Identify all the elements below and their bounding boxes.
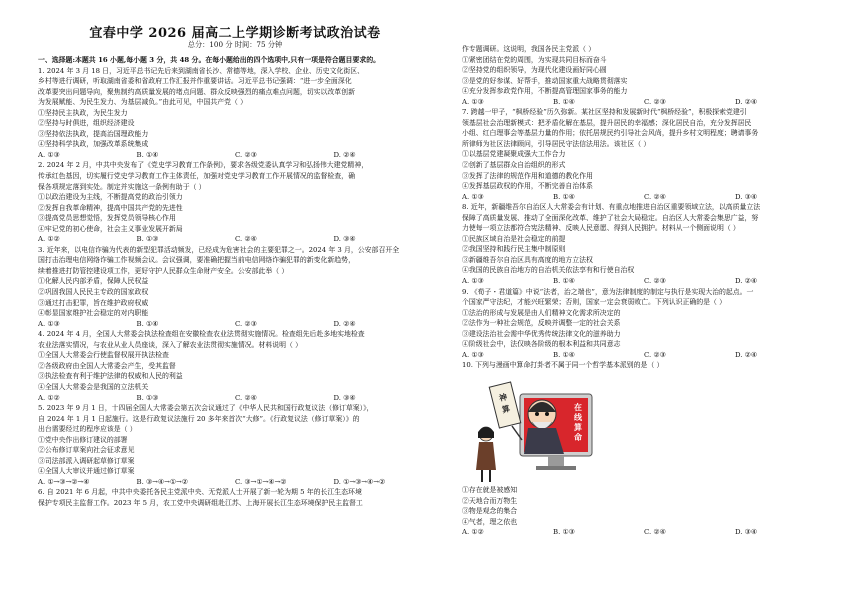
banner-char-2: 算 — [500, 403, 512, 415]
option-d[interactable]: D. ②④ — [333, 319, 356, 328]
statement: ④全国人大常委会是我国的立法机关 — [38, 382, 149, 391]
option-a[interactable]: A. ①③ — [462, 192, 484, 201]
option-b[interactable]: B. ①④ — [553, 192, 575, 201]
question-stem: 保障了高质量发展、推动了全面深化改革、维护了社会大局稳定。自治区人大常委会集思广益，努 — [462, 213, 759, 222]
option-c[interactable]: C. ②④ — [644, 528, 666, 537]
fortune-teller-eye-right — [545, 412, 549, 416]
question-8 — [462, 202, 826, 286]
question-stem: 改革要突出问题导向，聚焦制约高质量发展的堵点问题、群众反映强烈的痛点难点问题，切实以改革创新 — [38, 87, 355, 96]
option-d[interactable]: D. ②④ — [735, 350, 758, 359]
fortune-teller-cartoon — [468, 378, 602, 486]
option-b[interactable]: B. ①③ — [553, 528, 575, 537]
question-6-continued — [462, 44, 826, 107]
monitor-base — [536, 466, 576, 470]
option-c[interactable]: C. ②③ — [235, 319, 257, 328]
statement: ①党中央作出修订建议的部署 — [38, 435, 128, 444]
sign-char-2: 线 — [574, 412, 582, 422]
answer-options — [38, 234, 432, 245]
customer-hair — [478, 427, 494, 438]
statement: ④气者，理之依也 — [462, 517, 518, 526]
option-c[interactable]: C. ②③ — [235, 150, 257, 159]
statement: ④我国的民族自治地方的自治机关依法享有和行使自治权 — [462, 266, 635, 275]
question-stem: 所律师为社区法律顾问，引导居民守法信法用法。该社区（ ） — [462, 139, 651, 148]
answer-options — [462, 97, 826, 108]
statement: ④全国人大审议并通过修订草案 — [38, 467, 135, 476]
statement: ③发挥了法律的规范作用和道德的教化作用 — [462, 171, 593, 180]
question-5 — [38, 403, 432, 487]
option-a[interactable]: A. ①② — [38, 235, 60, 244]
answer-options — [462, 527, 826, 538]
option-c[interactable]: C. ③→①→④→② — [235, 477, 287, 486]
statement: ②坚持与时俱进，组织经济建设 — [38, 119, 135, 128]
question-6 — [38, 487, 432, 508]
question-stem: 保各项规定落到实处。制定并实施这一条例有助于（ ） — [38, 182, 206, 191]
statement: ④坚持科学执政，加强改革系统集成 — [38, 140, 149, 149]
question-stem: 5. 2023 年 9 月 1 日，十四届全国人大常委会第五次会议通过了《中华人民共和国行政复议法（修订草案）》， — [38, 404, 374, 413]
option-d[interactable]: D. ③④ — [735, 528, 758, 537]
statement: ①法治的形成与发展是由人们精神文化需求所决定的 — [462, 308, 621, 317]
statement: ③执法检查有利于维护法律的权威和人民的利益 — [38, 372, 183, 381]
statement: ①化解人民内部矛盾，保障人民权益 — [38, 277, 149, 286]
statement: ①以政治建设为主线，不断提高党的政治引领力 — [38, 193, 183, 202]
option-d[interactable]: D. ③④ — [333, 235, 356, 244]
statement: ①以基层党建凝聚成强大工作合力 — [462, 150, 566, 159]
option-a[interactable]: A. ①② — [38, 393, 60, 402]
statement: ③物是观念的集合 — [462, 507, 518, 516]
statement: ④彰显国家维护社会稳定的对内职能 — [38, 309, 149, 318]
customer-coat — [476, 442, 496, 470]
question-stem: 作专题调研。这说明，我国各民主党派（ ） — [462, 45, 596, 53]
statement: ②坚持党的组织领导，为现代化建设画好同心圆 — [462, 66, 607, 75]
option-d[interactable]: D. ②④ — [735, 97, 758, 106]
question-stem: 为发展赋能、为民生发力、为基层减负。”由此可见，中国共产党（ ） — [38, 98, 247, 107]
question-stem: 9. 《荀子・君道篇》中说“法者，治之端也”，意为法律制度的制定与执行是实现大治的起点。一 — [462, 287, 754, 296]
question-stem: 小组、红白理事会等基层力量的作用；依托居规民约引导社会风尚，提升乡村文明程度；聘请事务 — [462, 129, 759, 138]
answer-options — [38, 150, 432, 161]
question-stem: 领基层社会治理新模式：把矛盾化解在基层，提升居民的幸福感；深化居民自治，充分发挥居民 — [462, 118, 752, 127]
option-c[interactable]: C. ②③ — [644, 350, 666, 359]
option-d[interactable]: D. ②④ — [333, 150, 356, 159]
statement: ④阶级社会中，法仅映各阶级的根本利益和共同意志 — [462, 340, 621, 349]
question-stem: 4. 2024 年 4 月，全国人大常委会执法检查组在安徽检查农业法贯彻实施情况。检查组先后赴多地实地检查 — [38, 330, 365, 339]
statement: ③司法部派入调研起草修订草案 — [38, 456, 135, 465]
answer-options — [462, 350, 826, 361]
statement: ③建设法治社会需中华优秀传统法律文化的滋养助力 — [462, 329, 621, 338]
exam-meta: 总分：100 分 时间：75 分钟 — [187, 40, 283, 49]
question-stem: 力使每一项立法都符合宪法精神、反映人民意愿、得到人民拥护。材料从一个侧面说明（ ） — [462, 224, 740, 233]
statement: ③新疆维吾尔自治区具有高度的地方立法权 — [462, 255, 593, 264]
statement: ①全国人大常委会行使监督权展开执法检查 — [38, 351, 169, 360]
left-column — [38, 55, 432, 509]
statement: ②我国坚持和践行民主集中制原则 — [462, 245, 566, 254]
question-stem: 个国家严守法纪，才能兴旺繁荣；否则，国家一定会衰弱败亡。下列认识正确的是（ ） — [462, 298, 727, 307]
option-c[interactable]: C. ②④ — [235, 393, 257, 402]
statement: ②天地合而万物生 — [462, 496, 518, 505]
question-stem: 1. 2024 年 3 月 18 日，习近平总书记先后来到湖南省长沙、常德等地，深入学校、企业、历史文化街区、 — [38, 66, 365, 75]
option-b[interactable]: B. ①④ — [136, 150, 159, 159]
statement: ②公布修订草案向社会征求意见 — [38, 446, 135, 455]
question-7 — [462, 107, 826, 202]
fortune-teller-eye-left — [535, 412, 539, 416]
statement: ②巩固我国人民民主专政的国家政权 — [38, 288, 149, 297]
statement: ①坚持民主执政，为民生发力 — [38, 108, 128, 117]
option-b[interactable]: B. ①④ — [553, 97, 575, 106]
statement: ①紧密团结在党的周围，为实现共同目标而奋斗 — [462, 55, 607, 64]
sign-char-3: 算 — [574, 422, 582, 432]
statement: ②各级政府由全国人大常委会产生，受其监督 — [38, 361, 176, 370]
question-stem: 7. 跨越一甲子，“枫桥经验”历久弥新。某社区坚持和发展新时代“枫桥经验”，积极探索党建引 — [462, 108, 747, 117]
option-b[interactable]: B. ①③ — [136, 235, 159, 244]
sign-char-4: 命 — [574, 432, 582, 442]
statement: ③提高党员思想觉悟，发挥党员领导核心作用 — [38, 214, 176, 223]
option-c[interactable]: C. ②④ — [235, 235, 257, 244]
statement: ②发挥自我革命精神，提高中国共产党的先进性 — [38, 203, 183, 212]
option-d[interactable]: D. ①→③→④→② — [333, 477, 386, 486]
option-b[interactable]: B. ①④ — [136, 319, 159, 328]
statement: ②法作为一种社会规范，反映并调整一定的社会关系 — [462, 319, 621, 328]
answer-options — [462, 276, 826, 287]
banner-char-1: 神 — [497, 391, 509, 404]
exam-title: 宜春中学 2026 届高二上学期诊断考试政治试卷 — [89, 26, 381, 41]
statement: ④牢记党的初心使命，社会主义事业发展开新局 — [38, 224, 183, 233]
answer-options — [38, 477, 432, 488]
option-a[interactable]: A. ①③ — [38, 150, 60, 159]
statement: ①民族区域自治是社会稳定的前提 — [462, 234, 566, 243]
question-stem: 续着推进打防管控建设项工作，更好守护人民群众生命财产安全。公安部此举（ ） — [38, 266, 289, 275]
question-stem: 农业法落实情况，与农业从业人员座谈，深入了解农业法贯彻实施情况。材料说明（ ） — [38, 340, 303, 349]
statement: ②创新了基层群众自治组织的形式 — [462, 161, 566, 170]
question-stem: 3. 近年来，以电信诈骗为代表的新型犯罪活动频发，已经成为危害社会的主要犯罪之一。2024 年 3 月，公安部召开全 — [38, 245, 400, 254]
option-c[interactable]: C. ②③ — [644, 277, 666, 286]
question-2 — [38, 160, 432, 244]
option-b[interactable]: B. ①④ — [553, 277, 575, 286]
sign-char-1: 在 — [574, 402, 582, 412]
question-stem: 国打击治理电信网络诈骗工作视频会议。会议强调，要准确把握当前电信网络诈骗犯罪的新变化新趋势， — [38, 256, 355, 265]
statement: ③是党的好参谋、好帮手，推动国家重大战略贯彻落实 — [462, 76, 628, 85]
option-d[interactable]: D. ②④ — [735, 277, 758, 286]
question-stem: 传承红色基因，切实履行党史学习教育工作主体责任，加强对党史学习教育工作开展情况的监督检查，确 — [38, 172, 355, 181]
question-4 — [38, 329, 432, 403]
question-stem: 8. 近年，新疆维吾尔自治区人大常委会有计划、有重点地推进自治区重要领域立法，以高质量立法 — [462, 203, 761, 212]
statement: ④发挥基层政权的作用，不断完善自治体系 — [462, 182, 593, 191]
answer-options — [38, 393, 432, 404]
question-stem: 6. 自 2021 年 6 月起，中共中央委托各民主党派中央、无党派人士开展了新一轮为期 5 年的长江生态环境 — [38, 488, 362, 497]
option-b[interactable]: B. ③→④→①→② — [136, 477, 188, 486]
option-b[interactable]: B. ①④ — [553, 350, 575, 359]
statement: ③坚持依法执政，提高治国理政能力 — [38, 129, 149, 138]
question-1 — [38, 66, 432, 161]
question-9 — [462, 287, 826, 361]
answer-options — [462, 192, 826, 203]
answer-options — [38, 319, 432, 330]
option-c[interactable]: C. ②③ — [644, 97, 666, 106]
option-c[interactable]: C. ②④ — [644, 192, 666, 201]
question-stem: 乡村等进行调研，听取湖南省委和省政府工作汇报并作重要讲话。习近平总书记强调：“进一步全面深化 — [38, 77, 352, 86]
question-stem: 2. 2024 年 2 月，中共中央发布了《党史学习教育工作条例》，要求各级党委认真学习和弘扬伟大建党精神， — [38, 161, 369, 170]
statement: ①存在就是被感知 — [462, 485, 518, 494]
option-a[interactable]: A. ①→③→②→④ — [38, 477, 90, 486]
option-d[interactable]: D. ③④ — [735, 192, 758, 201]
statement: ④充分发挥参政党作用，不断提高管理国家事务的能力 — [462, 87, 628, 96]
option-a[interactable]: A. ①③ — [462, 277, 484, 286]
question-stem: 自 2024 年 1 月 1 日起施行。这是行政复议法施行 20 多年来首次“大修”。《行政复议法（修订草案）》的 — [38, 414, 360, 423]
option-d[interactable]: D. ③④ — [333, 393, 356, 402]
question-stem: 保护专项民主监督工作。2023 年 5 月，农工党中央调研组赴江苏、上海开展长江生态环境保护民主监督工 — [38, 498, 363, 507]
statement: ③通过打击犯罪，旨在维护政府权威 — [38, 298, 149, 307]
section-heading: 一、选择题:本题共 16 小题,每小题 3 分，共 48 分。在每小题给出的四个选项中,只有一项是符合题目要求的。 — [38, 56, 381, 64]
question-3 — [38, 245, 432, 329]
option-b[interactable]: B. ①③ — [136, 393, 159, 402]
question-stem: 10. 下列与漫画中算命打卦者不属于同一个哲学基本派别的是（ ） — [462, 361, 664, 370]
option-a[interactable]: A. ①③ — [462, 350, 484, 359]
option-a[interactable]: A. ①③ — [462, 97, 484, 106]
option-a[interactable]: A. ①② — [462, 528, 484, 537]
question-stem: 出台需要经过的程序应该是（ ） — [38, 425, 137, 434]
monitor-stand — [548, 456, 564, 466]
option-a[interactable]: A. ①③ — [38, 319, 60, 328]
